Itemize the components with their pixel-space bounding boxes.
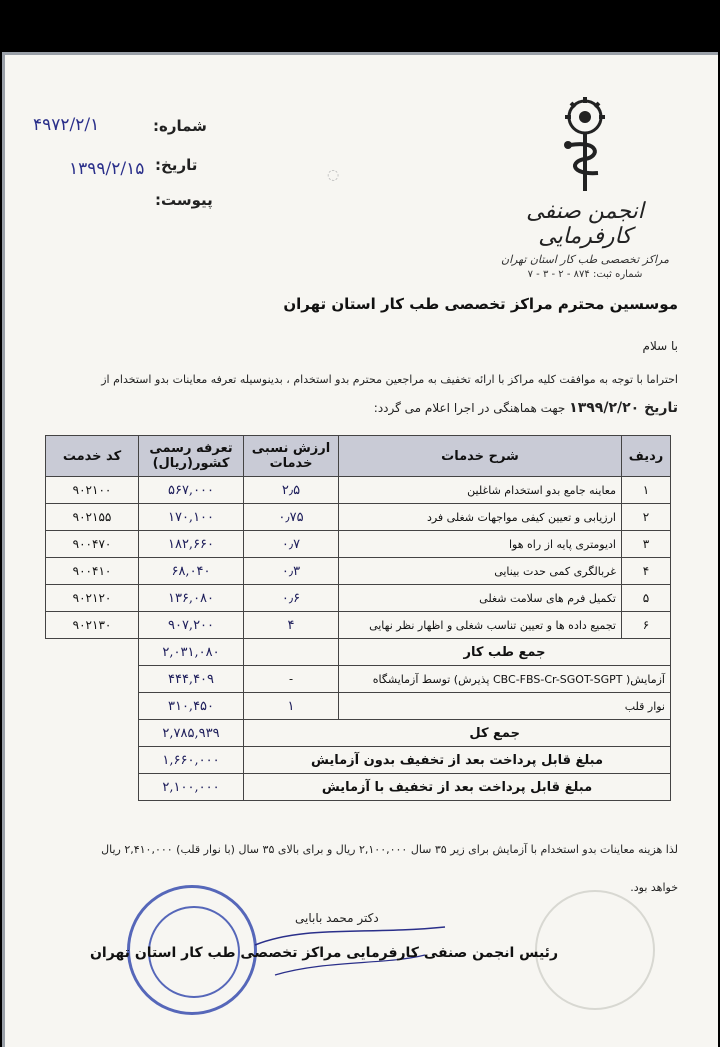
caduceus-gear-icon: [550, 95, 620, 195]
footnote: لذا هزینه معاینات بدو استخدام با آزمایش برای زیر ۳۵ سال ۲,۱۰۰,۰۰۰ ریال و برای بالای ۳۵ سال (با نوار قلب) ۲,۴۱۰,۰۰۰ ریال: [101, 843, 678, 856]
row-code: ۹۰۲۱۵۵: [46, 504, 139, 531]
signatory-title: رئیس انجمن صنفی کارفرمایی مراکز تخصصی طب کار استان تهران: [89, 945, 558, 961]
col-service-code: کد خدمت: [46, 436, 139, 477]
row-code: ۹۰۲۱۲۰: [46, 585, 139, 612]
sum-occupational-value: ۲,۰۳۱,۰۸۰: [139, 639, 244, 666]
row-relative: ۰٫۷: [244, 531, 339, 558]
col-relative-value: ارزش نسبی خدمات: [244, 436, 339, 477]
lab-label: آزمایش( CBC-FBS-Cr-SGOT-SGPT پذیرش) توسط آزمایشگاه: [339, 666, 671, 693]
empty-cell: [46, 639, 139, 666]
row-description: ارزیابی و تعیین کیفی مواجهات شغلی فرد: [339, 504, 622, 531]
effective-date: تاریخ ۱۳۹۹/۲/۲۰: [569, 400, 678, 416]
number-label: شماره:: [153, 117, 207, 135]
table-row: [46, 531, 671, 558]
table-row: [46, 558, 671, 585]
row-relative: ۴: [244, 612, 339, 639]
col-row: ردیف: [622, 436, 671, 477]
row-description: معاینه جامع بدو استخدام شاغلین: [339, 477, 622, 504]
row-tariff: ۱۷۰,۱۰۰: [139, 504, 244, 531]
row-number: ۵: [622, 585, 671, 612]
ecg-row: [46, 693, 671, 720]
row-relative: ۰٫۶: [244, 585, 339, 612]
payable-lab-row: [46, 774, 671, 801]
sum-occupational-label: جمع طب کار: [339, 639, 671, 666]
ecg-value: ۳۱۰,۴۵۰: [139, 693, 244, 720]
org-subtitle: مراکز تخصصی طب کار استان تهران: [500, 253, 670, 266]
row-code: ۹۰۲۱۳۰: [46, 612, 139, 639]
col-tariff: تعرفه رسمی کشور(ریال): [139, 436, 244, 477]
number-value: ۴۹۷۲/۲/۱: [33, 115, 100, 135]
total-value: ۲,۷۸۵,۹۳۹: [139, 720, 244, 747]
salutation: با سلام: [642, 339, 678, 353]
row-relative: ۰٫۳: [244, 558, 339, 585]
row-tariff: ۱۳۶,۰۸۰: [139, 585, 244, 612]
association-logo: [485, 95, 685, 325]
payable-no-lab-value: ۱,۶۶۰,۰۰۰: [139, 747, 244, 774]
payable-lab-value: ۲,۱۰۰,۰۰۰: [139, 774, 244, 801]
payable-lab-label: مبلغ قابل پرداخت بعد از تخفیف با آزمایش: [244, 774, 671, 801]
date-label: تاریخ:: [155, 156, 198, 174]
addressee: موسسین محترم مراکز تخصصی طب کار استان تهران: [283, 295, 678, 313]
row-relative: ۲٫۵: [244, 477, 339, 504]
total-row: [46, 720, 671, 747]
ecg-relative: ۱: [244, 693, 339, 720]
attachment-label: پیوست:: [155, 191, 213, 209]
row-relative: ۰٫۷۵: [244, 504, 339, 531]
letter-page: [2, 52, 718, 1047]
empty-cell: [46, 693, 139, 720]
row-number: ۶: [622, 612, 671, 639]
row-tariff: ۵۶۷,۰۰۰: [139, 477, 244, 504]
lab-relative: -: [244, 666, 339, 693]
table-row: [46, 585, 671, 612]
body-paragraph-1: احتراما با توجه به موافقت کلیه مراکز با ارائه تخفیف به مراجعین محترم بدو استخدام ، بدینوسیله تعرفه معاینات بدو استخدام از: [101, 373, 678, 386]
row-tariff: ۱۸۲,۶۶۰: [139, 531, 244, 558]
signatory-name: دکتر محمد بابایی: [295, 911, 379, 925]
row-description: تجمیع داده ها و تعیین تناسب شغلی و اظهار نظر نهایی: [339, 612, 622, 639]
ecg-label: نوار قلب: [339, 693, 671, 720]
row-number: ۴: [622, 558, 671, 585]
row-code: ۹۰۰۴۷۰: [46, 531, 139, 558]
row-number: ۲: [622, 504, 671, 531]
pencil-mark: ◌: [327, 167, 340, 183]
body-paragraph-2-rest: جهت هماهنگی در اجرا اعلام می گردد:: [373, 401, 570, 415]
row-description: تکمیل فرم های سلامت شغلی: [339, 585, 622, 612]
body-paragraph-2: [374, 400, 678, 416]
lab-value: ۴۴۴,۴۰۹: [139, 666, 244, 693]
row-code: ۹۰۰۴۱۰: [46, 558, 139, 585]
sum-occupational-row: [46, 639, 671, 666]
empty-cell: [46, 720, 139, 747]
empty-cell: [46, 666, 139, 693]
row-description: ادیومتری پایه از راه هوا: [339, 531, 622, 558]
payable-no-lab-row: [46, 747, 671, 774]
col-description: شرح خدمات: [339, 436, 622, 477]
tariff-table: [45, 435, 671, 801]
org-name: انجمن صنفی کارفرمایی: [526, 199, 644, 249]
row-code: ۹۰۲۱۰۰: [46, 477, 139, 504]
row-tariff: ۹۰۷,۲۰۰: [139, 612, 244, 639]
empty-cell: [244, 639, 339, 666]
empty-cell: [46, 747, 139, 774]
row-number: ۳: [622, 531, 671, 558]
table-header-row: [46, 436, 671, 477]
lab-row: [46, 666, 671, 693]
empty-cell: [46, 774, 139, 801]
table-row: [46, 612, 671, 639]
row-number: ۱: [622, 477, 671, 504]
table-row: [46, 504, 671, 531]
payable-no-lab-label: مبلغ قابل پرداخت بعد از تخفیف بدون آزمایش: [244, 747, 671, 774]
row-tariff: ۶۸,۰۴۰: [139, 558, 244, 585]
date-value: ۱۳۹۹/۲/۱۵: [69, 159, 145, 179]
total-label: جمع کل: [244, 720, 671, 747]
row-description: غربالگری کمی حدت بینایی: [339, 558, 622, 585]
table-row: [46, 477, 671, 504]
footnote-end: خواهد بود.: [630, 881, 678, 894]
registration-number: شماره ثبت: ۸۷۴ - ۲ - ۳ - ۷: [527, 269, 643, 280]
